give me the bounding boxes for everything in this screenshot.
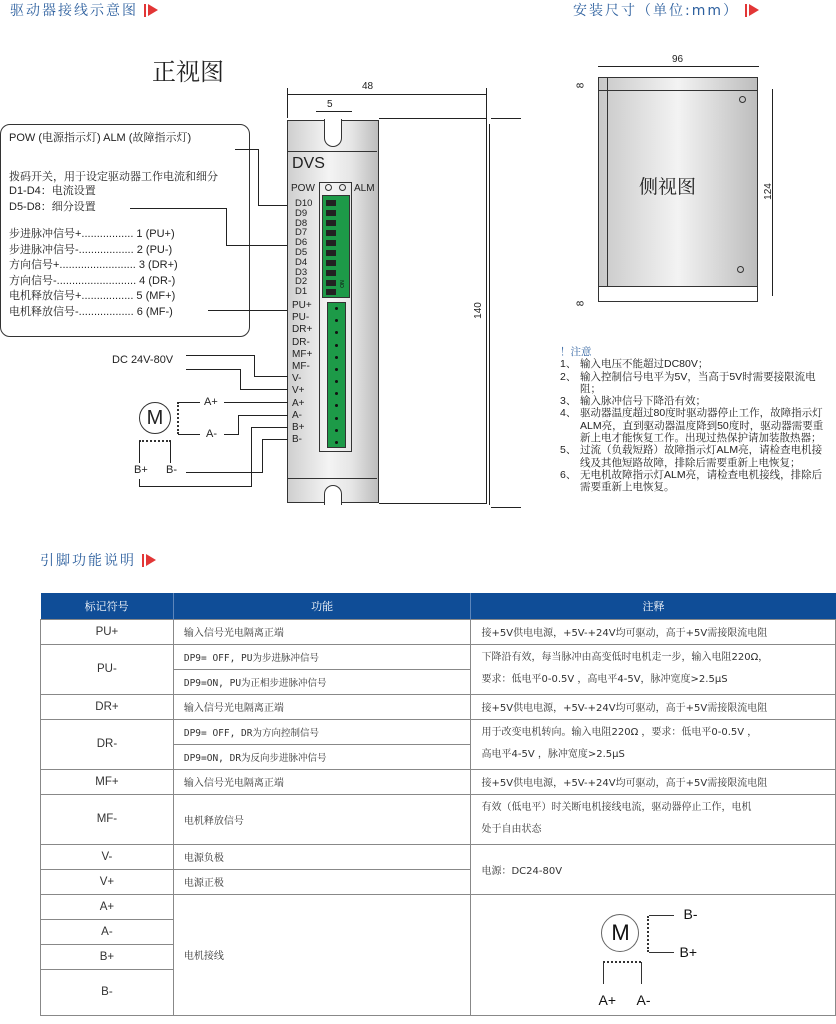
alm-label: ALM	[354, 183, 375, 194]
mount-slot-bottom	[324, 485, 342, 505]
pin-function-table	[40, 593, 836, 1016]
table-row: A-	[41, 919, 836, 944]
mount-slot-top	[324, 119, 342, 147]
table-header	[41, 593, 836, 619]
note-item: 2、 输入控制信号电平为5V，当高于5V时需要接限流电阻；	[560, 370, 816, 395]
motor-diagram-cell	[471, 894, 836, 1015]
coil-b-icon	[647, 916, 653, 952]
height-124: 124	[762, 183, 774, 200]
front-view-label: 正视图	[152, 58, 224, 86]
leader-line	[226, 208, 227, 245]
b-minus-label: B-	[166, 464, 177, 476]
body-outline	[486, 118, 487, 504]
notes	[560, 346, 832, 494]
note-item: 5、 过流（负载短路）故障指示灯ALM亮，请检查电机接线及其他短路故障，排除后需要重新上电恢复；	[560, 444, 823, 469]
table-row: DP9=ON, PU为正相步进脉冲信号	[41, 669, 836, 694]
play-arrow-icon	[144, 4, 146, 17]
play-arrow-icon	[142, 554, 144, 567]
pin-labels: PU+ PU- DR+ DR- MF+ MF- V- V+ A+ A- B+ B-	[292, 300, 313, 446]
pin-title-text: 引脚功能说明	[40, 553, 136, 569]
switch-labels: D10 D9 D8 D7 D6 D5 D4 D3 D2 D1	[295, 198, 313, 298]
side-view-label: 侧视图	[639, 176, 697, 198]
pow-label: POW	[291, 183, 315, 194]
signal-line: 电机释放信号+................. 5 (MF+)	[9, 290, 176, 302]
top-margin-8: 8	[575, 82, 587, 89]
table-row: V+ 电源正极	[41, 869, 836, 894]
slot-5: 5	[327, 99, 333, 110]
table-row: A+ 电机接线 M B- B+ A+ A-	[41, 894, 836, 919]
coil-a-icon	[177, 402, 183, 434]
dip-switch[interactable]	[322, 195, 350, 298]
table-row: DR- DP9= OFF, DR为方向控制信号 用于改变电机转向。输入电阻220Ω ，要求：低电平0-0.5V ， 高电平4-5V ，脉冲宽度>2.5μS	[41, 719, 836, 744]
signal-line: 电机释放信号-.................. 6 (MF-)	[9, 305, 173, 318]
dimension-tick	[486, 88, 487, 118]
table-row: V- 电源负极 电源：DC24-80V	[41, 844, 836, 869]
on-label: ON	[339, 280, 346, 288]
a-minus-label: A-	[206, 428, 217, 440]
mount-section-title	[573, 0, 747, 20]
mount-title-text: 安装尺寸（单位:mm）	[573, 3, 739, 19]
signal-line: 方向信号+......................... 3 (DR+)	[9, 259, 178, 271]
motor-icon: M	[601, 914, 639, 952]
side-view	[598, 77, 758, 302]
notes-title: ！注意	[560, 346, 592, 358]
b-minus-label: B-	[683, 905, 698, 922]
table-row: PU+ 输入信号光电隔离正端 接+5V供电电源，+5V-+24V均可驱动，高于+5V需接限流电阻	[41, 619, 836, 644]
width-48: 48	[362, 81, 374, 92]
table-row: DR+ 输入信号光电隔离正端 接+5V供电电源，+5V-+24V均可驱动，高于+5V需接限流电阻	[41, 694, 836, 719]
dimension-tick	[491, 507, 521, 508]
header-note: 注释	[471, 593, 836, 619]
divider	[288, 478, 377, 479]
dimension-line-5	[316, 111, 352, 112]
motor-icon: M	[139, 402, 171, 434]
body-outline	[379, 503, 487, 504]
dimension-tick	[491, 118, 521, 119]
a-minus-label: A-	[636, 991, 651, 1008]
led-description: POW (电源指示灯) ALM (故障指示灯)	[9, 132, 192, 144]
b-plus-label: B+	[134, 464, 148, 476]
table-row: MF- 电机释放信号 有效（低电平）时关断电机接线电流，驱动器停止工作，电机 处于自由状态	[41, 794, 836, 844]
dimension-line-48	[287, 94, 487, 95]
leader-line	[130, 208, 226, 209]
body-outline	[379, 118, 487, 119]
power-label: DC 24V-80V	[112, 354, 174, 366]
signal-line: 步进脉冲信号+................. 1 (PU+)	[9, 228, 175, 240]
wiring-section-title	[10, 0, 146, 20]
header-symbol: 标记符号	[41, 593, 174, 619]
header-function: 功能	[173, 593, 471, 619]
leader-line	[235, 149, 259, 150]
height-140: 140	[472, 302, 484, 319]
table-row: B-	[41, 969, 836, 1015]
b-plus-label: B+	[679, 943, 697, 960]
bottom-margin-8: 8	[575, 300, 587, 307]
dimension-tick	[287, 88, 288, 118]
alm-led-icon	[339, 184, 346, 191]
pow-led-icon	[325, 184, 332, 191]
mount-hole-icon	[739, 96, 746, 103]
terminal-block	[327, 302, 346, 448]
current-setting: D1-D4：电流设置	[9, 185, 96, 197]
note-item: 6、 无电机故障指示灯ALM亮，请检查电机接线，排除后需要重新上电恢复。	[560, 468, 823, 494]
note-item: 1、 输入电压不能超过DC80V；	[560, 358, 709, 371]
a-plus-label: A+	[598, 991, 616, 1008]
divider	[288, 151, 377, 152]
width-96: 96	[672, 54, 684, 65]
microstep-setting: D5-D8：细分设置	[9, 200, 96, 213]
dimension-line-96	[598, 66, 759, 67]
model-label: DVS	[292, 155, 325, 172]
note-item: 4、 驱动器温度超过80度时驱动器停止工作，故障指示灯ALM亮，直到驱动器温度降到50度时，驱动器需要重新上电才能恢复工作。出现过热保护请加装散热器；	[560, 407, 824, 445]
leader-line	[258, 149, 259, 206]
dip-description: 拨码开关，用于设定驱动器工作电流和细分	[9, 169, 218, 183]
dimension-line-140	[489, 124, 490, 505]
driver-front-view	[287, 120, 379, 503]
table-row: DP9=ON, DR为反向步进脉冲信号	[41, 744, 836, 769]
a-plus-label: A+	[204, 396, 218, 408]
table-row: MF+ 输入信号光电隔离正端 接+5V供电电源，+5V-+24V均可驱动，高于+5V需接限流电阻	[41, 769, 836, 794]
signal-line: 步进脉冲信号-.................. 2 (PU-)	[9, 243, 173, 256]
note-item: 3、 输入脉冲信号下降沿有效；	[560, 395, 706, 408]
play-arrow-icon	[745, 4, 747, 17]
table-row: PU- DP9= OFF, PU为步进脉冲信号 下降沿有效，每当脉冲由高变低时电机走一步，输入电阻220Ω， 要求：低电平0-0.5V ，高电平4-5V，脉冲宽度>2.5μS	[41, 644, 836, 669]
signal-line: 方向信号-.......................... 4 (DR-)	[9, 274, 176, 287]
mount-hole-icon	[737, 266, 744, 273]
wiring-title-text: 驱动器接线示意图	[10, 3, 138, 19]
coil-a-icon	[603, 961, 641, 967]
pin-section-title	[40, 550, 144, 570]
callout-box	[0, 124, 250, 337]
table-row: B+	[41, 944, 836, 969]
coil-b-icon	[139, 440, 171, 446]
